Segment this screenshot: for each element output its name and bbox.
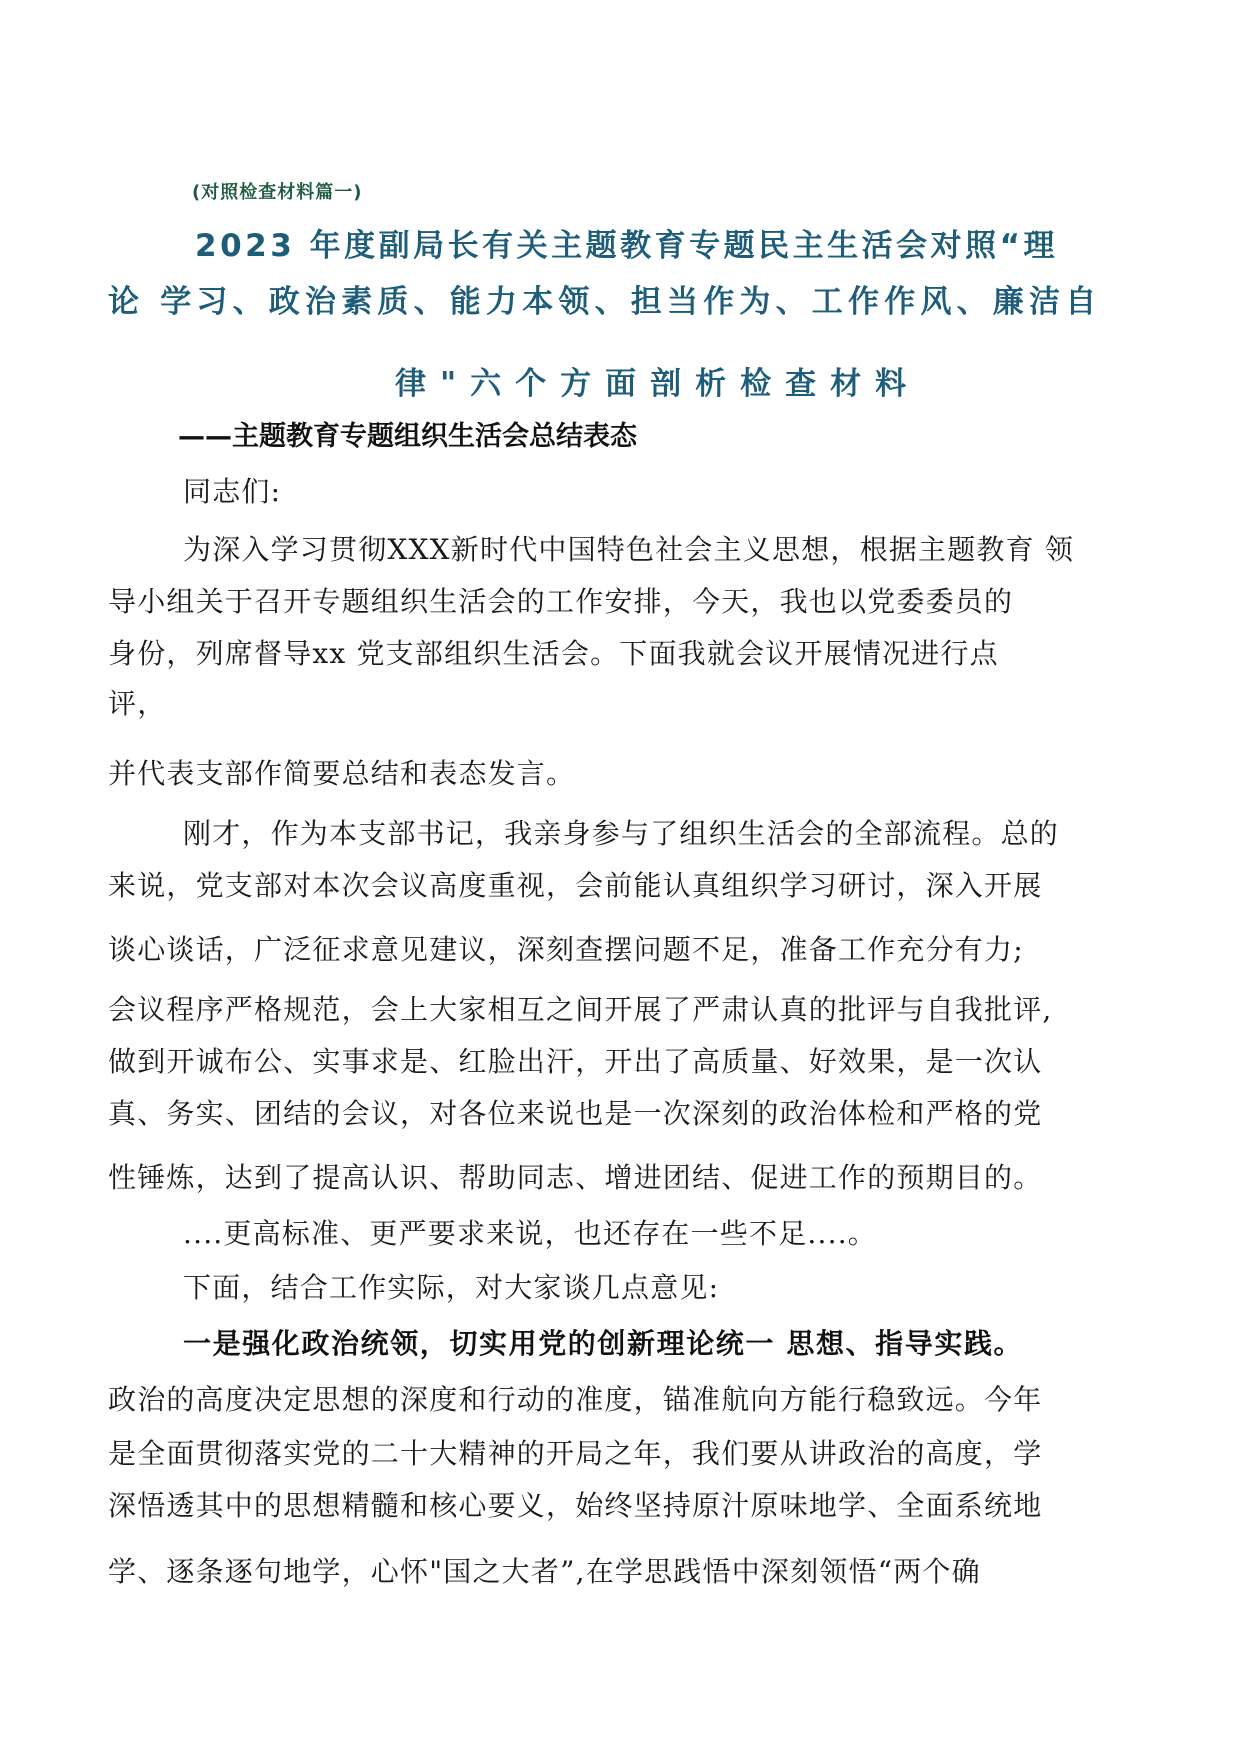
- body-line: 身份，列席督导xx 党支部组织生活会。下面我就会议开展情况进行点: [108, 637, 999, 670]
- emphasis-heading: 一是强化政治统领，切实用党的创新理论统一 思想、指导实践。: [183, 1327, 1024, 1360]
- body-line: 同志们:: [183, 475, 282, 508]
- body-line: 谈心谈话，广泛征求意见建议，深刻查摆问题不足，准备工作充分有力;: [108, 933, 1024, 966]
- body-line: 来说，党支部对本次会议高度重视，会前能认真组织学习研讨，深入开展: [108, 869, 1043, 902]
- body-line: 政治的高度决定思想的深度和行动的准度，锚准航向方能行稳致远。今年: [108, 1383, 1043, 1416]
- body-line: 导小组关于召开专题组织生活会的工作安排，今天，我也以党委委员的: [108, 585, 1014, 618]
- body-line: 下面，结合工作实际，对大家谈几点意见:: [183, 1271, 720, 1304]
- body-line: 是全面贯彻落实党的二十大精神的开局之年，我们要从讲政治的高度，学: [108, 1437, 1043, 1470]
- body-line: 刚才，作为本支部书记，我亲身参与了组织生活会的全部流程。总的: [183, 817, 1060, 850]
- document-subtitle: ——主题教育专题组织生活会总结表态: [178, 421, 637, 452]
- body-line: 真、务实、团结的会议，对各位来说也是一次深刻的政治体检和严格的党: [108, 1097, 1043, 1130]
- document-title-line-3: 律"六个方面剖析检查材料: [395, 366, 921, 402]
- body-line: 评，: [108, 687, 167, 720]
- body-line: 学、逐条逐句地学，心怀"国之大者”,在学思践悟中深刻领悟“两个确: [108, 1555, 981, 1588]
- body-line: 性锤炼，达到了提高认识、帮助同志、增进团结、促进工作的预期目的。: [108, 1161, 1043, 1194]
- body-line: ....更高标准、更严要求来说，也还存在一些不足....。: [183, 1217, 878, 1250]
- body-line: 并代表支部作简要总结和表态发言。: [108, 757, 576, 790]
- body-line: 做到开诚布公、实事求是、红脸出汗，开出了高质量、好效果，是一次认: [108, 1045, 1043, 1078]
- body-line: 深悟透其中的思想精髓和核心要义，始终坚持原汁原味地学、全面系统地: [108, 1489, 1043, 1522]
- document-title-line-2: 论 学习、政治素质、能力本领、担当作为、工作作风、廉洁自: [108, 284, 1102, 320]
- series-label: (对照检查材料篇一): [192, 182, 363, 203]
- document-title-line-1: 2023 年度副局长有关主题教育专题民主生活会对照“理: [195, 228, 1058, 264]
- body-line: 为深入学习贯彻XXX新时代中国特色社会主义思想，根据主题教育 领: [183, 533, 1075, 566]
- body-line: 会议程序严格规范，会上大家相互之间开展了严肃认真的批评与自我批评,: [108, 993, 1053, 1026]
